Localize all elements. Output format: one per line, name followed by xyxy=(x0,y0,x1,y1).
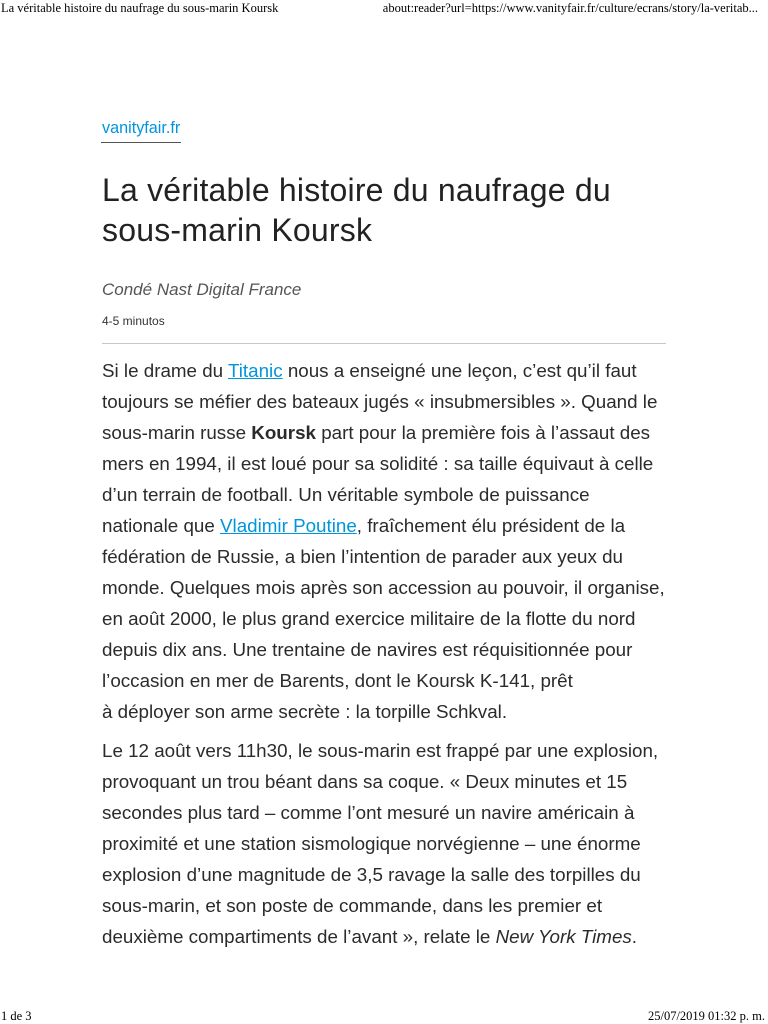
paragraph-line: Le 12 août vers 11h30, le sous-marin est frappé par une explosion, xyxy=(102,740,659,761)
paragraph-line xyxy=(102,417,665,448)
article-paragraph-2 xyxy=(102,735,658,952)
paragraph-line: sous-marin, et son poste de commande, dans les premier et xyxy=(102,895,603,916)
paragraph-line: fédération de Russie, a bien l’intention de parader aux yeux du xyxy=(102,546,624,567)
line-text-after: part pour la première fois à l’assaut des xyxy=(315,422,651,443)
paragraph-line: monde. Quelques mois après son accession au pouvoir, il organise, xyxy=(102,577,665,598)
line-text-before: Si le drame du xyxy=(102,360,228,381)
bold-text: Koursk xyxy=(251,422,316,443)
line-text-after: . xyxy=(631,926,638,947)
paragraph-line: provoquant un trou béant dans sa coque. « Deux minutes et 15 xyxy=(102,771,628,792)
print-header-title: La véritable histoire du naufrage du sous-marin Koursk xyxy=(1,1,279,15)
print-footer xyxy=(0,1008,768,1024)
print-datetime: 25/07/2019 01:32 p. m. xyxy=(647,1009,765,1023)
paragraph-line: l’occasion en mer de Barents, dont le Koursk K-141, prêt xyxy=(102,670,573,691)
line-text-before: sous-marin russe xyxy=(102,422,252,443)
source-domain-link[interactable]: vanityfair.fr xyxy=(101,118,181,143)
article-byline: Condé Nast Digital France xyxy=(102,280,302,299)
paragraph-line: d’un terrain de football. Un véritable symbole de puissance xyxy=(102,484,590,505)
header-divider xyxy=(102,343,666,344)
paragraph-line xyxy=(102,355,665,386)
paragraph-line: depuis dix ans. Une trentaine de navires est réquisitionnée pour xyxy=(102,639,633,660)
paragraph-line xyxy=(102,510,665,541)
article-paragraph-1 xyxy=(102,355,665,727)
vladimir-poutine-link[interactable]: Vladimir Poutine xyxy=(220,515,357,536)
article-title-line: La véritable histoire du naufrage du xyxy=(102,172,611,208)
line-text-before: deuxième compartiments de l’avant », relate le xyxy=(102,926,496,947)
paragraph-line: en août 2000, le plus grand exercice militaire de la flotte du nord xyxy=(102,608,636,629)
line-text-after: nous a enseigné une leçon, c’est qu’il faut xyxy=(282,360,637,381)
print-header-url: about:reader?url=https://www.vanityfair.fr/culture/ecrans/story/la-veritab... xyxy=(382,1,758,15)
paragraph-line: mers en 1994, il est loué pour sa solidité : sa taille équivaut à celle xyxy=(102,453,654,474)
titanic-link[interactable]: Titanic xyxy=(227,360,283,381)
paragraph-line: proximité et une station sismologique norvégienne – une énorme xyxy=(102,833,641,854)
line-text-after: , fraîchement élu président de la xyxy=(356,515,626,536)
reading-time: 4-5 minutos xyxy=(102,314,165,328)
article-title xyxy=(102,170,611,250)
print-page-number: 1 de 3 xyxy=(1,1009,32,1023)
paragraph-line xyxy=(102,921,658,952)
paragraph-line: explosion d’une magnitude de 3,5 ravage la salle des torpilles du xyxy=(102,864,641,885)
line-text-before: nationale que xyxy=(102,515,221,536)
paragraph-line: toujours se méfier des bateaux jugés « insubmersibles ». Quand le xyxy=(102,391,658,412)
paragraph-line: secondes plus tard – comme l’ont mesuré un navire américain à xyxy=(102,802,635,823)
paragraph-line: à déployer son arme secrète : la torpille Schkval. xyxy=(102,701,508,722)
italic-text: New York Times xyxy=(495,926,632,947)
article-title-line: sous-marin Koursk xyxy=(102,212,373,248)
